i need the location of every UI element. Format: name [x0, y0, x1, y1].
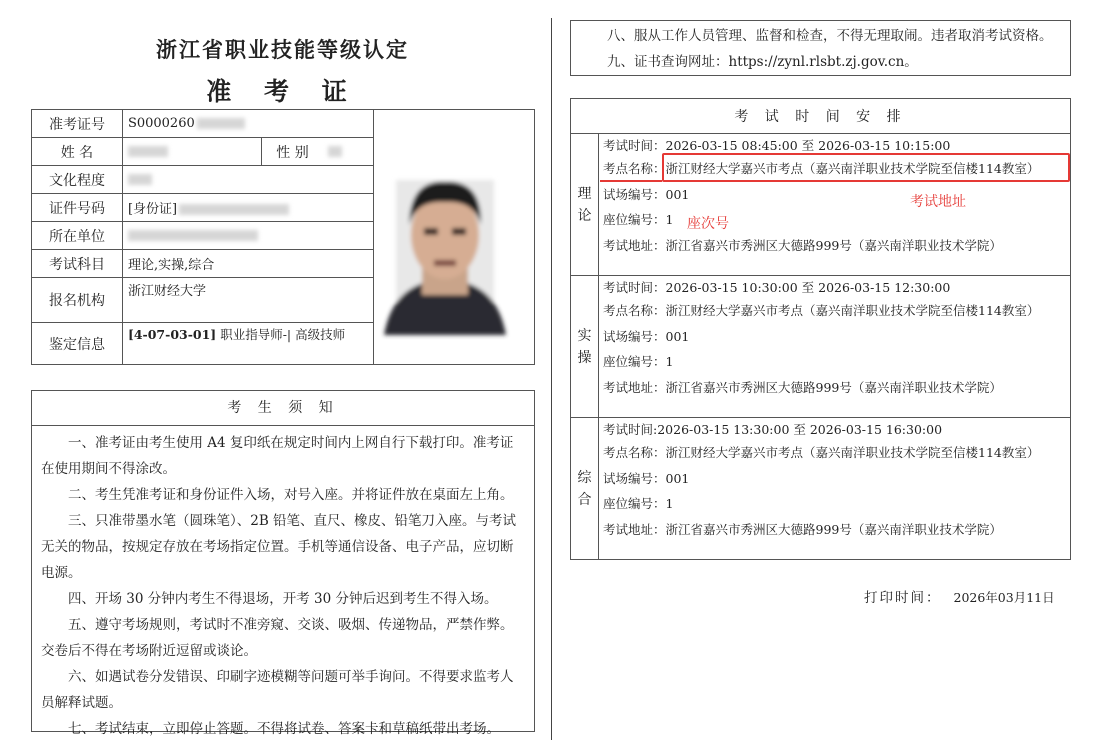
- address-row: [603, 517, 1070, 543]
- address-value: 浙江省嘉兴市秀洲区大德路999号（嘉兴南洋职业技术学院）: [665, 521, 1002, 537]
- subjects-value: 理论,实操,综合: [122, 250, 373, 278]
- exam-time-row: [603, 420, 1070, 440]
- field-label: 考点名称：: [603, 161, 666, 176]
- session-category-label: 综合: [577, 469, 592, 508]
- redacted-block: [179, 204, 289, 215]
- field-label: 考试时间:: [603, 422, 658, 437]
- field-label: 座位编号：: [603, 496, 666, 511]
- room-value: 001: [665, 328, 690, 344]
- seat-value: 1: [665, 496, 674, 511]
- exam-time-value: 2026-03-15 10:30:00 至 2026-03-15 12:30:00: [665, 280, 951, 295]
- session-category-label: 实操: [577, 327, 592, 366]
- appraisal-label: 鉴定信息: [32, 323, 123, 365]
- org-label: 报名机构: [32, 278, 123, 323]
- id-label: 证件号码: [32, 194, 123, 222]
- gender-cell: [323, 138, 374, 166]
- candidate-notice: [31, 390, 535, 737]
- notice-item: 二、考生凭准考证和身份证件入场，对号入座。并将证件放在桌面左上角。: [68, 487, 514, 503]
- candidate-photo: [374, 130, 516, 344]
- room-row: [603, 466, 1070, 492]
- notice-list: [32, 426, 534, 742]
- page-subtitle: 准 考 证: [206, 77, 359, 106]
- field-label: 考试地址：: [603, 521, 666, 537]
- address-row: [603, 233, 1070, 259]
- site-row: [603, 298, 1070, 324]
- site-value: 浙江财经大学嘉兴市考点（嘉兴南洋职业技术学院至信楼114教室）: [665, 161, 1040, 176]
- seat-row: [603, 491, 1070, 517]
- notice-item: 七、考试结束，立即停止答题。不得将试卷、答案卡和草稿纸带出考场。: [68, 721, 500, 737]
- session-details: [599, 276, 1071, 418]
- seat-row: [603, 207, 1070, 233]
- room-row: [603, 324, 1070, 350]
- id-prefix: [身份证]: [127, 202, 178, 217]
- notice-continued: [570, 20, 1071, 76]
- session-category-label: 理论: [577, 185, 592, 224]
- appraisal-code: [4-07-03-01]: [127, 327, 217, 342]
- candidate-info-table: [31, 109, 535, 365]
- subjects-label: 考试科目: [32, 250, 123, 278]
- print-time: [864, 586, 1055, 606]
- room-value: 001: [665, 470, 690, 486]
- field-label: 考试地址：: [603, 237, 666, 253]
- field-label: 试场编号：: [603, 186, 666, 202]
- site-value: 浙江财经大学嘉兴市考点（嘉兴南洋职业技术学院至信楼114教室）: [665, 445, 1040, 460]
- redacted-block: [197, 118, 245, 129]
- seat-annotation: 座次号: [687, 216, 729, 232]
- session-category: [571, 276, 599, 418]
- seat-value: 1: [665, 354, 674, 369]
- field-label: 考试地址：: [603, 379, 666, 395]
- redacted-block: [128, 146, 168, 157]
- session-category: [571, 134, 599, 276]
- address-row: [603, 375, 1070, 401]
- address-annotation: 考试地址: [910, 194, 966, 210]
- seat-row: [603, 349, 1070, 375]
- field-label: 试场编号：: [603, 470, 666, 486]
- notice-item: 四、开场 30 分钟内考生不得退场，开考 30 分钟后迟到考生不得入场。: [68, 591, 498, 607]
- page-fold-divider: [551, 18, 552, 740]
- notice-item: 五、遵守考场规则，考试时不准旁窥、交谈、吸烟、传递物品，严禁作弊。交卷后不得在考场附近逗留或谈论。: [41, 617, 514, 659]
- exam-time-row: [603, 278, 1070, 298]
- notice-title: 考 生 须 知: [32, 391, 534, 426]
- name-label: 姓 名: [32, 138, 123, 166]
- appraisal-value: 职业指导师-| 高级技师: [216, 327, 346, 342]
- redacted-block: [328, 146, 342, 157]
- photo-cell: [374, 110, 535, 365]
- redacted-block: [128, 230, 258, 241]
- field-label: 考点名称：: [603, 303, 666, 318]
- print-time-label: 打印时间：: [864, 590, 942, 606]
- session-details: [599, 418, 1071, 560]
- notice-item: 六、如遇试卷分发错误、印刷字迹模糊等问题可举手询问。不得要求监考人员解释试题。: [41, 669, 514, 711]
- unit-label: 所在单位: [32, 222, 123, 250]
- gender-label: 性 别: [262, 138, 323, 166]
- annotation-line: [600, 180, 662, 182]
- education-label: 文化程度: [32, 166, 123, 194]
- page-title: 浙江省职业技能等级认定: [156, 38, 409, 62]
- print-time-value: 2026年03月11日: [953, 590, 1055, 605]
- name-cell: [122, 138, 261, 166]
- site-highlight-box: [662, 153, 1070, 182]
- field-label: 座位编号：: [603, 354, 666, 369]
- schedule-title: 考 试 时 间 安 排: [571, 99, 1071, 134]
- org-value: 浙江财经大学: [122, 278, 373, 323]
- room-row: [603, 182, 1070, 208]
- redacted-block: [128, 174, 152, 185]
- seat-value: 1: [665, 212, 674, 227]
- exam-time-value: 2026-03-15 08:45:00 至 2026-03-15 10:15:00: [665, 138, 951, 153]
- field-label: 试场编号：: [603, 328, 666, 344]
- field-label: 考试时间：: [603, 138, 666, 153]
- exam-time-value: 2026-03-15 13:30:00 至 2026-03-15 16:30:00: [657, 422, 943, 437]
- session-category: [571, 418, 599, 560]
- address-value: 浙江省嘉兴市秀洲区大德路999号（嘉兴南洋职业技术学院）: [665, 379, 1002, 395]
- exam-no-value: S0000260: [127, 116, 195, 131]
- notice-item: 九、证书查询网址：https://zynl.rlsbt.zj.gov.cn。: [607, 54, 918, 70]
- site-row: [603, 440, 1070, 466]
- site-value: 浙江财经大学嘉兴市考点（嘉兴南洋职业技术学院至信楼114教室）: [665, 303, 1040, 318]
- notice-item: 三、只准带墨水笔（圆珠笔）、2B 铅笔、直尺、橡皮、铅笔刀入座。与考试无关的物品，按规定存放在考场指定位置。手机等通信设备、电子产品，应切断电源。: [41, 513, 517, 581]
- field-label: 考试时间：: [603, 280, 666, 295]
- notice-item: 八、服从工作人员管理、监督和检查，不得无理取闹。违者取消考试资格。: [607, 28, 1053, 44]
- field-label: 考点名称：: [603, 445, 666, 460]
- notice-item: 一、准考证由考生使用 A4 复印纸在规定时间内上网自行下载打印。准考证在使用期间不得涂改。: [41, 435, 514, 477]
- exam-no-label: 准考证号: [32, 110, 123, 138]
- unit-cell: [122, 222, 373, 250]
- address-value: 浙江省嘉兴市秀洲区大德路999号（嘉兴南洋职业技术学院）: [665, 237, 1002, 253]
- exam-no-cell: [122, 110, 373, 138]
- field-label: 座位编号：: [603, 212, 666, 227]
- room-value: 001: [665, 186, 690, 202]
- education-cell: [122, 166, 373, 194]
- id-cell: [122, 194, 373, 222]
